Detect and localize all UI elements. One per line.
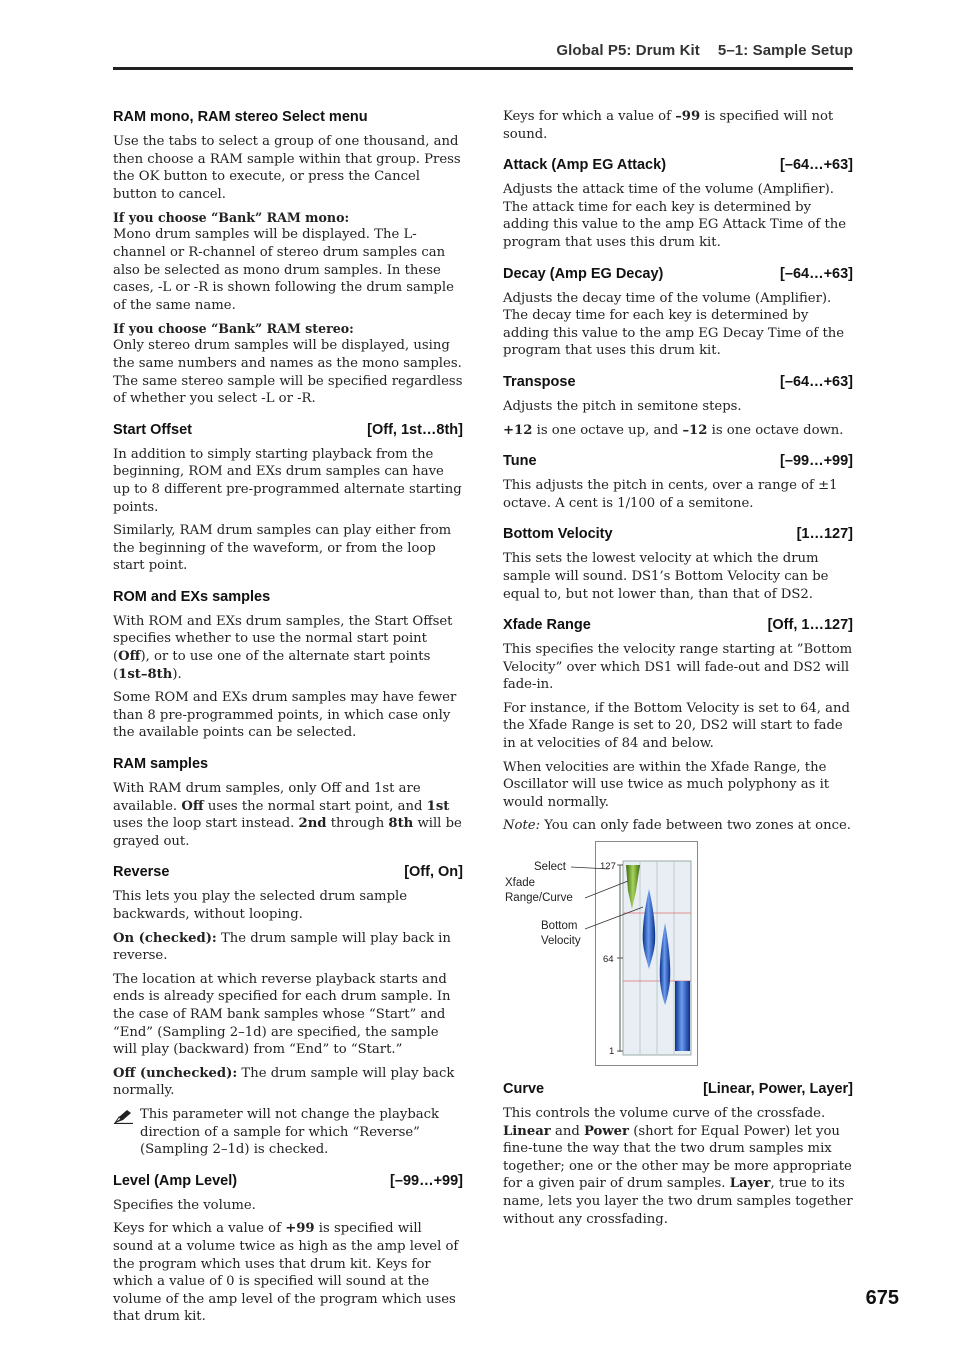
paragraph: When velocities are within the Xfade Range, the Oscillator will use twice as much polyphony as it would normally. — [503, 759, 830, 810]
heading-start-offset — [113, 421, 463, 439]
paragraph: Specifies the volume. — [113, 1197, 256, 1213]
paragraph — [113, 780, 463, 850]
text-bold: –12 — [682, 422, 708, 438]
heading-attack — [503, 156, 853, 174]
caption-velocity: Velocity — [541, 935, 581, 948]
paragraph — [503, 108, 853, 143]
paragraph: For instance, if the Bottom Velocity is set to 64, and the Xfade Range is set to 20, DS2 will start to fade in at velocities of 84 and below. — [503, 700, 850, 752]
heading-text: Tune — [503, 453, 537, 470]
text-bold: Off (unchecked): — [113, 1065, 238, 1081]
tick-1: 1 — [609, 1046, 615, 1058]
heading-range: [Off, On] — [404, 864, 463, 881]
text: through — [326, 816, 389, 832]
text-bold: Off — [181, 798, 204, 814]
heading-text: Start Offset — [113, 421, 192, 438]
header-rule — [113, 67, 853, 70]
heading-ram-samples — [113, 755, 463, 773]
text-bold: –99 — [675, 109, 701, 124]
paragraph: Use the tabs to select a group of one thousand, and then choose a RAM sample within that group. Press the OK button to execute, or press the Cancel button to cancel. — [113, 134, 461, 202]
text-bold: On (checked): — [113, 930, 217, 946]
text: ), or to use one of the alternate start points ( — [113, 649, 431, 682]
heading-text: RAM samples — [113, 756, 209, 773]
heading-text: Reverse — [113, 864, 170, 881]
text: is specified will sound at a volume twice as high as the amp level of the program which uses that drum kit. Keys for which a value of 0 is specified will sound at the volume of the amp level of the program which uses that drum kit. — [113, 1221, 459, 1325]
paragraph: This adjusts the pitch in cents, over a range of ±1 octave. A cent is 1/100 of a semitone. — [503, 478, 838, 511]
text: (short for Equal Power) let you fine-tune the way that the two drum samples mix together; one or the other may be more appropriate for a given pair of drum samples. — [503, 1123, 852, 1192]
text-bold: +12 — [503, 422, 533, 438]
text: This controls the volume curve of the crossfade. — [503, 1106, 826, 1122]
paragraph: Mono drum samples will be displayed. The L-channel or R-channel of stereo drum samples can also be selected as mono drum samples. In these cases, -L or -R is shown following the drum sample of the same name. — [113, 227, 454, 313]
text-bold: Off — [118, 649, 141, 665]
heading-xfade-range — [503, 616, 853, 634]
paragraph — [113, 613, 463, 683]
paragraph: Some ROM and EXs drum samples may have fewer than 8 pre-programmed points, in which case only the available points can be selected. — [113, 690, 457, 741]
heading-text: Curve — [503, 1081, 545, 1098]
paragraph: This sets the lowest velocity at which the drum sample will sound. DS1’s Bottom Velocity can be equal to, but not lower than, than that of DS2. — [503, 551, 829, 602]
text: You can only fade between two zones at once. — [540, 818, 851, 834]
heading-text: Xfade Range — [503, 617, 591, 634]
paragraph: Adjusts the decay time of the volume (Amplifier). The decay time for each key is determined by adding this value to the amp EG Decay Time of the program that uses this drum kit. — [503, 290, 845, 359]
caption-select: Select — [534, 861, 566, 874]
page-number: 675 — [865, 1287, 899, 1309]
paragraph: Adjusts the attack time of the volume (Amplifier). The attack time for each key is determined by adding this value to the amp EG Attack Time of the program that uses this drum kit. — [503, 182, 847, 250]
text: Keys for which a value of — [113, 1221, 286, 1237]
tick-64: 64 — [603, 954, 614, 966]
text: , true to its name, lets you layer the two drum samples together without any crossfading. — [503, 1176, 853, 1227]
heading-text: Attack (Amp EG Attack) — [503, 157, 667, 174]
heading-text: Level (Amp Level) — [113, 1172, 238, 1189]
text-italic: Note: — [503, 818, 541, 834]
velocity-zone-figure — [503, 841, 853, 1067]
heading-reverse — [113, 863, 463, 881]
heading-range: [–64…+63] — [780, 157, 853, 174]
text-bold: 2nd — [298, 816, 327, 832]
pencil-note-icon — [113, 1106, 140, 1159]
paragraph: Adjusts the pitch in semitone steps. — [503, 398, 742, 414]
caption-range-curve: Range/Curve — [505, 892, 573, 905]
heading-range: [Off, 1st…8th] — [367, 421, 463, 438]
text: will be grayed out. — [113, 816, 462, 849]
text-bold: 1st — [426, 798, 450, 814]
text-bold: 1st–8th — [118, 666, 173, 682]
heading-bottom-velocity — [503, 525, 853, 543]
subheading-mono: If you choose “Bank” RAM mono: — [113, 210, 350, 226]
heading-range: [–99…+99] — [390, 1172, 463, 1189]
heading-range: [–64…+63] — [780, 265, 853, 282]
heading-range: [Off, 1…127] — [767, 617, 853, 634]
paragraph — [503, 1105, 853, 1228]
text: and — [550, 1123, 584, 1139]
heading-range: [1…127] — [796, 526, 853, 543]
velocity-bar — [675, 981, 690, 1051]
heading-text: RAM mono, RAM stereo Select menu — [113, 109, 368, 125]
heading-level — [113, 1172, 463, 1190]
subheading-stereo: If you choose “Bank” RAM stereo: — [113, 321, 354, 337]
heading-rom-exs — [113, 588, 463, 606]
note-text: This parameter will not change the playback direction of a sample for which “Reverse” (Sampling 2–1d) is checked. — [140, 1106, 440, 1158]
text: is one octave up, and — [532, 422, 683, 438]
text-bold: Power — [583, 1123, 630, 1139]
text-bold: Layer — [729, 1176, 771, 1192]
paragraph — [113, 1220, 463, 1326]
heading-tune — [503, 452, 853, 470]
heading-range: [Linear, Power, Layer] — [703, 1081, 853, 1098]
text: The drum sample will play back normally. — [113, 1065, 455, 1099]
heading-text: ROM and EXs samples — [113, 588, 271, 605]
heading-range: [–64…+63] — [780, 373, 853, 390]
paragraph — [113, 930, 463, 965]
paragraph: Only stereo drum samples will be displayed, using the same numbers and names as the mono samples. The same stereo sample will be specified regardless of whether you select -L or -R. — [113, 338, 463, 407]
text: uses the loop start instead. — [113, 816, 299, 832]
text: The drum sample will play back in reverse. — [113, 930, 451, 964]
heading-text: Transpose — [503, 373, 576, 390]
text: With ROM and EXs drum samples, the Start Offset specifies whether to use the normal start point ( — [113, 613, 453, 665]
paragraph: This lets you play the selected drum sample backwards, without looping. — [113, 889, 408, 922]
paragraph — [503, 422, 853, 440]
note-block — [113, 1106, 463, 1159]
text: ). — [172, 666, 182, 682]
text-bold: +99 — [285, 1221, 315, 1237]
text-bold: 8th — [388, 816, 414, 832]
left-column — [113, 108, 463, 1332]
text: is specified will not sound. — [503, 109, 834, 142]
heading-range: [–99…+99] — [780, 453, 853, 470]
header-section: Global P5: Drum Kit — [556, 42, 700, 59]
heading-transpose — [503, 373, 853, 391]
paragraph — [503, 817, 853, 835]
heading-text: Bottom Velocity — [503, 526, 613, 543]
paragraph: The location at which reverse playback starts and ends is already specified for each drum sample. In the case of RAM bank samples whose “Start” and “End” (Sampling 2–1d) are specified, the sample will play (backward) from “End” to “Start.” — [113, 971, 451, 1058]
paragraph: This specifies the velocity range starting at ”Bottom Velocity” over which DS1 will fade-out and DS2 will fade-in. — [503, 642, 853, 693]
header-page: 5–1: Sample Setup — [717, 42, 853, 59]
heading-ram-select — [113, 108, 463, 126]
velocity-zone-graphic — [503, 841, 853, 1067]
text: uses the normal start point, and — [203, 798, 427, 814]
running-header — [556, 42, 853, 59]
caption-xfade: Xfade — [505, 877, 536, 890]
paragraph: In addition to simply starting playback from the beginning, ROM and EXs drum samples can have up to 8 different pre-programmed alternate starting points. — [113, 446, 462, 515]
heading-curve — [503, 1080, 853, 1098]
heading-decay — [503, 265, 853, 283]
text: Keys for which a value of — [503, 109, 676, 124]
caption-bottom: Bottom — [541, 920, 578, 933]
tick-127: 127 — [600, 861, 616, 873]
paragraph: Similarly, RAM drum samples can play either from the beginning of the waveform, or from the loop start point. — [113, 523, 452, 574]
text-bold: Linear — [503, 1123, 551, 1139]
paragraph — [113, 1065, 463, 1100]
text: With RAM drum samples, only Off and 1st are available. — [113, 781, 421, 814]
heading-text: Decay (Amp EG Decay) — [503, 265, 664, 282]
text: is one octave down. — [707, 422, 844, 438]
right-column — [503, 108, 853, 1234]
